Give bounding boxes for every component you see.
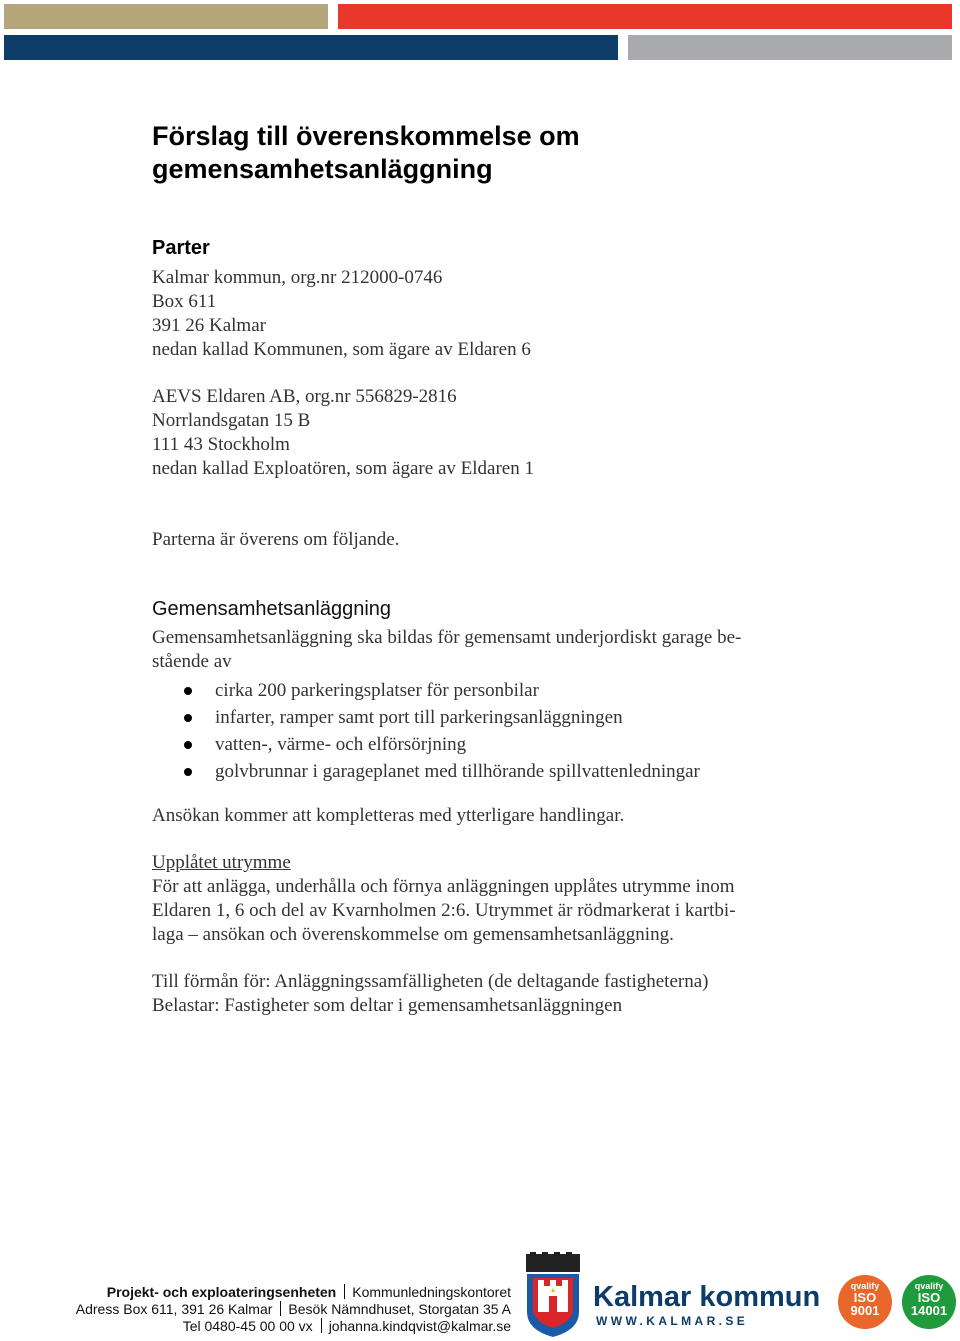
- footer-visit: Besök Nämndhuset, Storgatan 35 A: [288, 1301, 511, 1317]
- list-item: [152, 731, 792, 758]
- footer-separator: [321, 1318, 322, 1333]
- header-bar-gray: [628, 35, 952, 60]
- party-1-line: nedan kallad Kommunen, som ägare av Eldaren 6: [152, 339, 531, 360]
- cert-number: 9001: [850, 1303, 880, 1318]
- gemensamhet-intro: [152, 626, 792, 674]
- party-2-line: AEVS Eldaren AB, org.nr 556829-2816: [152, 386, 457, 407]
- footer-unit: Projekt- och exploateringsenheten: [106, 1284, 337, 1300]
- kalmar-web-address: WWW.KALMAR.SE: [596, 1314, 749, 1328]
- title-line-1: Förslag till överenskommelse om: [152, 121, 580, 151]
- document-title: [152, 120, 792, 186]
- header-bar-red: [338, 4, 952, 29]
- footer-office: Kommunledningskontoret: [352, 1284, 511, 1300]
- footer-line-3: [11, 1318, 511, 1335]
- belastar-line: Belastar: Fastigheter som deltar i gemensamhetsanläggningen: [152, 995, 623, 1016]
- list-item-text: infarter, ramper samt port till parkeringsanläggningen: [215, 707, 623, 728]
- section-heading-gemensamhet: Gemensamhetsanläggning: [152, 598, 392, 620]
- footer-separator: [280, 1301, 281, 1316]
- party-2: [152, 385, 792, 481]
- list-item: [152, 677, 792, 704]
- section-heading-parter: Parter: [152, 237, 210, 259]
- footer-line-2: [11, 1301, 511, 1318]
- footer-contact: [11, 1284, 511, 1335]
- list-item-text: cirka 200 parkeringsplatser för personbilar: [215, 680, 539, 701]
- list-item: [152, 758, 792, 785]
- kalmar-crest-icon: [524, 1252, 582, 1338]
- iso-9001-badge: [838, 1275, 892, 1329]
- upplatet-text: [152, 875, 792, 947]
- party-2-line: nedan kallad Exploatören, som ägare av Eldaren 1: [152, 458, 534, 479]
- forman-line: Till förmån för: Anläggningssamfälligheten (de deltagande fastigheterna): [152, 971, 709, 992]
- header-bar-blue: [4, 35, 618, 60]
- component-list: [152, 677, 792, 785]
- footer-address: Adress Box 611, 391 26 Kalmar: [75, 1301, 273, 1317]
- header-bar-tan: [4, 4, 328, 29]
- footer-phone: Tel 0480-45 00 00 vx: [182, 1318, 313, 1334]
- party-1-line: 391 26 Kalmar: [152, 315, 266, 336]
- party-2-line: 111 43 Stockholm: [152, 434, 290, 455]
- list-item: [152, 704, 792, 731]
- kalmar-kommun-logo: Kalmar kommun: [593, 1281, 821, 1313]
- list-item-text: vatten-, värme- och elförsörjning: [215, 734, 467, 755]
- bullet-icon: [184, 768, 192, 776]
- footer-line-1: [11, 1284, 511, 1301]
- title-line-2: gemensamhetsanläggning: [152, 154, 493, 184]
- bullet-icon: [184, 741, 192, 749]
- cert-number: 14001: [910, 1303, 948, 1318]
- bullet-icon: [184, 687, 192, 695]
- cert-standard: ISO: [917, 1290, 941, 1305]
- cert-label: qvalify: [850, 1281, 880, 1291]
- list-item-text: golvbrunnar i garageplanet med tillhörande spillvattenledningar: [215, 761, 700, 782]
- cert-standard: ISO: [853, 1290, 877, 1305]
- party-2-line: Norrlandsgatan 15 B: [152, 410, 311, 431]
- iso-14001-badge: [902, 1275, 956, 1329]
- document-body: [152, 120, 792, 1018]
- cert-label: qvalify: [914, 1281, 944, 1291]
- footer-separator: [344, 1284, 345, 1299]
- upplatet-line: För att anlägga, underhålla och förnya anläggningen upplåtes utrymme inom: [152, 876, 735, 897]
- agreement-statement: Parterna är överens om följande.: [152, 529, 400, 550]
- party-1: [152, 266, 792, 362]
- bullet-icon: [184, 714, 192, 722]
- party-1-line: Box 611: [152, 291, 217, 312]
- intro-line: stående av: [152, 651, 232, 672]
- upplatet-line: laga – ansökan och överenskommelse om gemensamhetsanläggning.: [152, 924, 674, 945]
- party-1-line: Kalmar kommun, org.nr 212000-0746: [152, 267, 443, 288]
- upplatet-line: Eldaren 1, 6 och del av Kvarnholmen 2:6. Utrymmet är rödmarkerat i kartbi-: [152, 900, 736, 921]
- section-heading-upplatet: Upplåtet utrymme: [152, 852, 291, 873]
- ansokan-note: Ansökan kommer att kompletteras med ytterligare handlingar.: [152, 805, 625, 826]
- intro-line: Gemensamhetsanläggning ska bildas för gemensamt underjordiskt garage be-: [152, 627, 742, 648]
- footer-email: johanna.kindqvist@kalmar.se: [328, 1318, 511, 1334]
